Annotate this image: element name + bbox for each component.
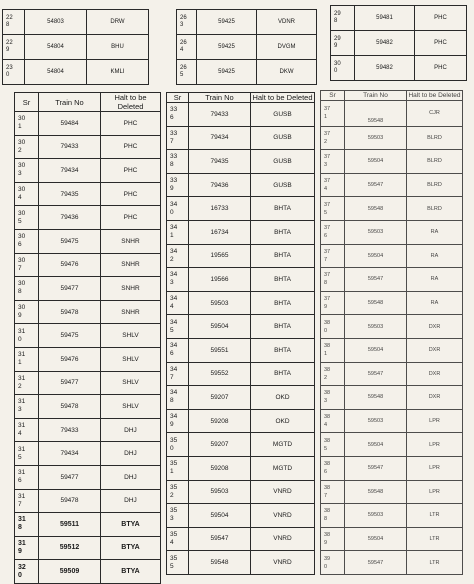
sr-cell: 37 6 xyxy=(321,220,345,244)
sr-cell: 29 9 xyxy=(331,31,355,56)
table-row xyxy=(321,338,463,362)
table-row xyxy=(167,315,315,339)
sr-cell: 34 9 xyxy=(167,409,189,433)
halt-cell: OKD xyxy=(251,409,315,433)
table-row xyxy=(15,442,161,466)
sr-cell: 38 8 xyxy=(321,504,345,528)
sr-cell: 32 0 xyxy=(15,560,39,584)
halt-cell: LPR xyxy=(407,480,463,504)
table-row xyxy=(167,220,315,244)
halt-cell: BHTA xyxy=(251,268,315,292)
sr-cell: 33 9 xyxy=(167,173,189,197)
header-halt: Halt to be Deleted xyxy=(101,93,161,112)
sr-cell: 30 0 xyxy=(331,56,355,81)
train-no-cell: 79436 xyxy=(189,173,251,197)
table-row xyxy=(15,536,161,560)
table-row xyxy=(167,386,315,410)
table-row xyxy=(15,135,161,159)
train-no-cell: 59548 xyxy=(345,197,407,221)
sr-cell: 31 7 xyxy=(15,489,39,513)
halt-cell: RA xyxy=(407,220,463,244)
train-no-cell: 79433 xyxy=(39,135,101,159)
sr-cell: 37 1 xyxy=(321,101,345,127)
train-no-cell: 59503 xyxy=(189,291,251,315)
train-no-cell: 59481 xyxy=(355,6,415,31)
table-row xyxy=(167,197,315,221)
halt-cell: SNHR xyxy=(101,300,161,324)
halt-cell: DKW xyxy=(257,60,317,85)
sr-cell: 35 5 xyxy=(167,551,189,575)
sr-cell: 30 9 xyxy=(15,300,39,324)
halt-cell: DHJ xyxy=(101,489,161,513)
sr-cell: 26 5 xyxy=(177,60,197,85)
train-no-cell: 59504 xyxy=(345,150,407,174)
table-row xyxy=(177,35,317,60)
train-no-cell: 59478 xyxy=(39,300,101,324)
halt-cell: SHLV xyxy=(101,371,161,395)
halt-cell: LPR xyxy=(407,409,463,433)
halt-cell: BTYA xyxy=(101,560,161,584)
halt-cell: RA xyxy=(407,291,463,315)
header-sr: Sr xyxy=(15,93,39,112)
sr-cell: 30 3 xyxy=(15,159,39,183)
train-no-cell: 79433 xyxy=(189,103,251,127)
table-row xyxy=(321,433,463,457)
halt-cell: PHC xyxy=(101,112,161,136)
table-row xyxy=(321,386,463,410)
table-row xyxy=(177,60,317,85)
train-no-cell: 54804 xyxy=(25,60,87,85)
sr-cell: 31 9 xyxy=(15,536,39,560)
train-no-cell: 59504 xyxy=(345,244,407,268)
header-sr: Sr xyxy=(167,93,189,103)
table-row xyxy=(15,300,161,324)
table-row xyxy=(167,433,315,457)
train-no-cell: 59482 xyxy=(355,31,415,56)
halt-cell: GUSB xyxy=(251,173,315,197)
halt-cell: BHTA xyxy=(251,315,315,339)
sr-cell: 38 3 xyxy=(321,386,345,410)
sr-cell: 31 1 xyxy=(15,347,39,371)
halt-cell: BHTA xyxy=(251,244,315,268)
train-no-cell: 59478 xyxy=(39,395,101,419)
table-row xyxy=(167,338,315,362)
halt-cell: LTR xyxy=(407,504,463,528)
table-row xyxy=(167,456,315,480)
train-no-cell: 59477 xyxy=(39,277,101,301)
table-row xyxy=(15,489,161,513)
table-row xyxy=(321,456,463,480)
sr-cell: 38 4 xyxy=(321,409,345,433)
train-no-cell: 19565 xyxy=(189,244,251,268)
table-row xyxy=(15,182,161,206)
table-row xyxy=(177,10,317,35)
train-no-cell: 59547 xyxy=(345,173,407,197)
sr-cell: 31 3 xyxy=(15,395,39,419)
train-no-cell: 59548 xyxy=(189,551,251,575)
sr-cell: 23 0 xyxy=(3,60,25,85)
sr-cell: 38 7 xyxy=(321,480,345,504)
sr-cell: 38 5 xyxy=(321,433,345,457)
table-row xyxy=(167,362,315,386)
halt-cell: DRW xyxy=(87,10,149,35)
table-row xyxy=(321,268,463,292)
train-no-cell: 79434 xyxy=(189,126,251,150)
halt-cell: BLRD xyxy=(407,126,463,150)
halt-cell: DXR xyxy=(407,386,463,410)
halt-cell: BHTA xyxy=(251,197,315,221)
header-sr: Sr xyxy=(321,91,345,101)
sr-cell: 38 0 xyxy=(321,315,345,339)
halt-cell: RA xyxy=(407,244,463,268)
halt-cell: LPR xyxy=(407,456,463,480)
train-no-cell: 59504 xyxy=(345,433,407,457)
sr-cell: 35 4 xyxy=(167,527,189,551)
table-row xyxy=(15,324,161,348)
table-row xyxy=(167,291,315,315)
table-row xyxy=(3,35,149,60)
halt-cell: DHJ xyxy=(101,465,161,489)
sr-cell: 33 6 xyxy=(167,103,189,127)
halt-cell: VNRD xyxy=(251,551,315,575)
train-no-cell: 59503 xyxy=(189,480,251,504)
top-table-3 xyxy=(330,5,467,81)
halt-cell: LTR xyxy=(407,527,463,551)
sr-cell: 38 2 xyxy=(321,362,345,386)
halt-cell: BTYA xyxy=(101,513,161,537)
sr-cell: 31 8 xyxy=(15,513,39,537)
table-row xyxy=(3,10,149,35)
halt-cell: LPR xyxy=(407,433,463,457)
halt-cell: KMLI xyxy=(87,60,149,85)
halt-cell: DHJ xyxy=(101,442,161,466)
halt-cell: LTR xyxy=(407,551,463,575)
train-no-cell: 59548 xyxy=(345,480,407,504)
train-no-cell: 59503 xyxy=(345,504,407,528)
sr-cell: 38 9 xyxy=(321,527,345,551)
train-no-cell: 59482 xyxy=(355,56,415,81)
train-no-cell: 59484 xyxy=(39,112,101,136)
table-row xyxy=(15,206,161,230)
halt-cell: VNRD xyxy=(251,527,315,551)
train-no-cell: 79435 xyxy=(39,182,101,206)
halt-cell: GUSB xyxy=(251,103,315,127)
table-row xyxy=(167,409,315,433)
train-no-cell: 59477 xyxy=(39,465,101,489)
train-no-cell: 54803 xyxy=(25,10,87,35)
sr-cell: 38 6 xyxy=(321,456,345,480)
sr-cell: 34 6 xyxy=(167,338,189,362)
train-no-cell: 59475 xyxy=(39,229,101,253)
halt-cell: DXR xyxy=(407,362,463,386)
table-row xyxy=(15,229,161,253)
train-no-cell: 19566 xyxy=(189,268,251,292)
sr-cell: 34 7 xyxy=(167,362,189,386)
halt-cell: MGTD xyxy=(251,433,315,457)
train-no-cell: 59504 xyxy=(345,338,407,362)
table-row xyxy=(321,101,463,127)
sr-cell: 34 1 xyxy=(167,220,189,244)
train-no-cell: 59547 xyxy=(345,456,407,480)
halt-cell: DVGM xyxy=(257,35,317,60)
halt-cell: OKD xyxy=(251,386,315,410)
halt-cell: RA xyxy=(407,268,463,292)
table-row xyxy=(15,347,161,371)
sr-cell: 26 4 xyxy=(177,35,197,60)
table-row xyxy=(167,173,315,197)
train-no-cell: 59476 xyxy=(39,253,101,277)
main-table-3 xyxy=(320,90,463,575)
train-no-cell: 59503 xyxy=(345,409,407,433)
train-no-cell: 59504 xyxy=(189,315,251,339)
train-no-cell: 59548 xyxy=(345,101,407,127)
sr-cell: 34 4 xyxy=(167,291,189,315)
header-train-no: Train No xyxy=(39,93,101,112)
sr-cell: 31 2 xyxy=(15,371,39,395)
table-row xyxy=(321,291,463,315)
sr-cell: 37 3 xyxy=(321,150,345,174)
table-row xyxy=(15,112,161,136)
train-no-cell: 59547 xyxy=(189,527,251,551)
sr-cell: 34 0 xyxy=(167,197,189,221)
halt-cell: SNHR xyxy=(101,253,161,277)
train-no-cell: 59548 xyxy=(345,386,407,410)
halt-cell: PHC xyxy=(415,31,467,56)
halt-cell: DHJ xyxy=(101,418,161,442)
train-no-cell: 54804 xyxy=(25,35,87,60)
table-row xyxy=(321,409,463,433)
train-no-cell: 59552 xyxy=(189,362,251,386)
train-no-cell: 59503 xyxy=(345,126,407,150)
table-row xyxy=(321,173,463,197)
sr-cell: 34 2 xyxy=(167,244,189,268)
train-no-cell: 59425 xyxy=(197,35,257,60)
sr-cell: 34 8 xyxy=(167,386,189,410)
sr-cell: 37 4 xyxy=(321,173,345,197)
halt-cell: DXR xyxy=(407,338,463,362)
train-no-cell: 79436 xyxy=(39,206,101,230)
train-no-cell: 59509 xyxy=(39,560,101,584)
sr-cell: 39 0 xyxy=(321,551,345,575)
table-row xyxy=(167,527,315,551)
train-no-cell: 16734 xyxy=(189,220,251,244)
halt-cell: CJR xyxy=(407,101,463,127)
table-row xyxy=(321,504,463,528)
sr-cell: 37 8 xyxy=(321,268,345,292)
halt-cell: PHC xyxy=(101,159,161,183)
train-no-cell: 59504 xyxy=(189,504,251,528)
table-row xyxy=(321,150,463,174)
train-no-cell: 59477 xyxy=(39,371,101,395)
sr-cell: 26 3 xyxy=(177,10,197,35)
halt-cell: PHC xyxy=(101,135,161,159)
table-row xyxy=(15,159,161,183)
halt-cell: BHTA xyxy=(251,291,315,315)
train-no-cell: 59425 xyxy=(197,60,257,85)
train-no-cell: 59547 xyxy=(345,551,407,575)
halt-cell: SHLV xyxy=(101,324,161,348)
sr-cell: 37 5 xyxy=(321,197,345,221)
table-row xyxy=(15,395,161,419)
halt-cell: BHTA xyxy=(251,220,315,244)
main-table-1 xyxy=(14,92,161,584)
table-row xyxy=(167,268,315,292)
table-row xyxy=(321,315,463,339)
table-row xyxy=(321,220,463,244)
sr-cell: 31 0 xyxy=(15,324,39,348)
sr-cell: 30 7 xyxy=(15,253,39,277)
top-table-1 xyxy=(2,9,149,85)
table-row xyxy=(321,527,463,551)
train-no-cell: 59547 xyxy=(345,362,407,386)
halt-cell: MGTD xyxy=(251,456,315,480)
halt-cell: GUSB xyxy=(251,150,315,174)
sr-cell: 30 6 xyxy=(15,229,39,253)
header-halt: Halt to be Deleted xyxy=(408,92,461,99)
header-train-no: Train No xyxy=(345,91,407,101)
train-no-cell: 59512 xyxy=(39,536,101,560)
halt-cell: DXR xyxy=(407,315,463,339)
table-row xyxy=(15,277,161,301)
sr-cell: 31 6 xyxy=(15,465,39,489)
table-row xyxy=(167,150,315,174)
sr-cell: 31 5 xyxy=(15,442,39,466)
table-row xyxy=(167,244,315,268)
sr-cell: 30 5 xyxy=(15,206,39,230)
sr-cell: 35 0 xyxy=(167,433,189,457)
table-row xyxy=(331,6,467,31)
train-no-cell: 59478 xyxy=(39,489,101,513)
halt-cell: SNHR xyxy=(101,277,161,301)
table-row xyxy=(3,60,149,85)
train-no-cell: 79434 xyxy=(39,442,101,466)
table-row xyxy=(167,126,315,150)
header-train-no: Train No xyxy=(189,93,251,103)
train-no-cell: 59503 xyxy=(345,315,407,339)
halt-cell: PHC xyxy=(415,6,467,31)
sr-cell: 33 8 xyxy=(167,150,189,174)
sr-cell: 37 7 xyxy=(321,244,345,268)
train-no-cell: 59208 xyxy=(189,409,251,433)
train-no-cell: 79433 xyxy=(39,418,101,442)
sr-cell: 31 4 xyxy=(15,418,39,442)
sr-cell: 35 2 xyxy=(167,480,189,504)
halt-cell: BLRD xyxy=(407,197,463,221)
table-row xyxy=(321,197,463,221)
top-table-2 xyxy=(176,9,317,85)
train-no-cell: 59425 xyxy=(197,10,257,35)
sr-cell: 33 7 xyxy=(167,126,189,150)
sr-cell: 22 9 xyxy=(3,35,25,60)
train-no-cell: 59208 xyxy=(189,456,251,480)
train-no-cell: 59504 xyxy=(345,527,407,551)
sr-cell: 30 1 xyxy=(15,112,39,136)
train-no-cell: 59476 xyxy=(39,347,101,371)
halt-cell: VNRD xyxy=(251,480,315,504)
train-no-cell: 59548 xyxy=(345,291,407,315)
table-row xyxy=(331,56,467,81)
table-row xyxy=(321,244,463,268)
halt-cell: SNHR xyxy=(101,229,161,253)
table-row xyxy=(321,126,463,150)
table-row xyxy=(15,560,161,584)
train-no-cell: 16733 xyxy=(189,197,251,221)
halt-cell: PHC xyxy=(101,206,161,230)
table-row xyxy=(167,480,315,504)
train-no-cell: 59503 xyxy=(345,220,407,244)
halt-cell: PHC xyxy=(101,182,161,206)
train-no-cell: 59511 xyxy=(39,513,101,537)
halt-cell: BTYA xyxy=(101,536,161,560)
halt-cell: GUSB xyxy=(251,126,315,150)
table-row xyxy=(15,253,161,277)
sr-cell: 30 8 xyxy=(15,277,39,301)
halt-cell: SHLV xyxy=(101,395,161,419)
table-row xyxy=(321,362,463,386)
sr-cell: 35 1 xyxy=(167,456,189,480)
halt-cell: VNRD xyxy=(251,504,315,528)
table-row xyxy=(15,371,161,395)
train-no-cell: 59207 xyxy=(189,433,251,457)
train-no-cell: 79434 xyxy=(39,159,101,183)
halt-cell: BHTA xyxy=(251,362,315,386)
halt-cell: VDNR xyxy=(257,10,317,35)
halt-cell: BHU xyxy=(87,35,149,60)
sr-cell: 30 4 xyxy=(15,182,39,206)
table-row xyxy=(15,418,161,442)
main-table-2 xyxy=(166,92,315,575)
sr-cell: 38 1 xyxy=(321,338,345,362)
table-row xyxy=(167,103,315,127)
table-row xyxy=(321,480,463,504)
sr-cell: 34 3 xyxy=(167,268,189,292)
train-no-cell: 79435 xyxy=(189,150,251,174)
sr-cell: 37 9 xyxy=(321,291,345,315)
table-row xyxy=(15,513,161,537)
halt-cell: PHC xyxy=(415,56,467,81)
sr-cell: 29 8 xyxy=(331,6,355,31)
halt-cell: SHLV xyxy=(101,347,161,371)
train-no-cell: 59551 xyxy=(189,338,251,362)
halt-cell: BLRD xyxy=(407,173,463,197)
sr-cell: 35 3 xyxy=(167,504,189,528)
table-row xyxy=(15,465,161,489)
header-halt: Halt to be Deleted xyxy=(252,93,313,102)
halt-cell: BHTA xyxy=(251,338,315,362)
train-no-cell: 59475 xyxy=(39,324,101,348)
sr-cell: 34 5 xyxy=(167,315,189,339)
sr-cell: 30 2 xyxy=(15,135,39,159)
table-row xyxy=(167,504,315,528)
halt-cell: BLRD xyxy=(407,150,463,174)
sr-cell: 37 2 xyxy=(321,126,345,150)
train-no-cell: 59207 xyxy=(189,386,251,410)
sr-cell: 22 8 xyxy=(3,10,25,35)
table-row xyxy=(331,31,467,56)
train-no-cell: 59547 xyxy=(345,268,407,292)
